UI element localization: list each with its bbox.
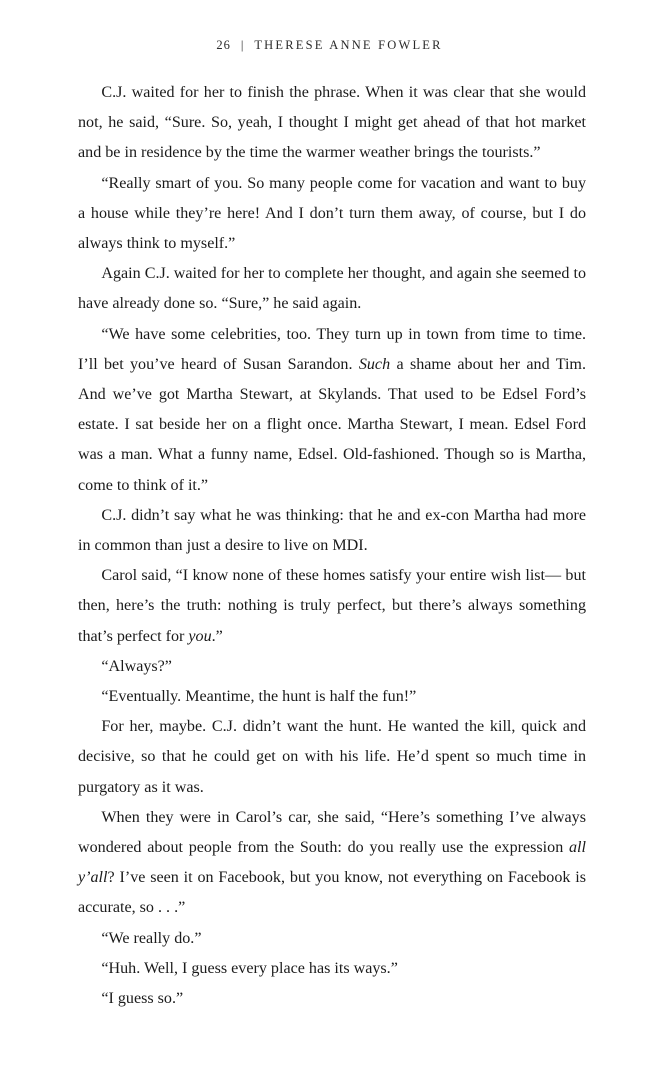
paragraph: C.J. waited for her to finish the phrase. When it was clear that she would not, he said, “Sure. So, yeah, I thought I might get ahead of that hot market and be in residence by the time the warmer weather brings the tourists.” xyxy=(78,84,586,162)
body-text xyxy=(78,78,586,1014)
paragraph: Carol said, “I know none of these homes satisfy your entire wish list— but then, here’s the truth: nothing is truly perfect, but there’s always something that’s perfect for you.” xyxy=(78,567,586,645)
paragraph: “We really do.” xyxy=(101,929,202,947)
paragraph: Again C.J. waited for her to complete her thought, and again she seemed to have already done so. “Sure,” he said again. xyxy=(78,265,586,313)
paragraph: “We have some celebrities, too. They turn up in town from time to time. I’ll bet you’ve heard of Susan Sarandon. Such a shame about her and Tim. And we’ve got Martha Stewart, at Skylands. That used to be Edsel Ford’s estate. I sat beside her on a flight once. Martha Stewart, I mean. Edsel Ford was a man. What a funny name, Edsel. Old-fashioned. Though so is Martha, come to think of it.” xyxy=(78,325,586,494)
paragraph: When they were in Carol’s car, she said, “Here’s something I’ve always wondered about people from the South: do you really use the expression all y’all? I’ve seen it on Facebook, but you know, not everything on Facebook is accurate, so . . .” xyxy=(78,808,586,917)
paragraph: For her, maybe. C.J. didn’t want the hunt. He wanted the kill, quick and decisive, so that he could get on with his life. He’d spent so much time in purgatory as it was. xyxy=(78,718,586,796)
page-number: 26 xyxy=(216,38,231,52)
paragraph: “I guess so.” xyxy=(101,990,184,1008)
running-head xyxy=(0,38,659,53)
running-head-separator: | xyxy=(240,38,246,52)
paragraph: “Always?” xyxy=(101,657,172,675)
author-name: THERESE ANNE FOWLER xyxy=(254,38,443,52)
paragraph: “Eventually. Meantime, the hunt is half the fun!” xyxy=(101,688,417,706)
paragraph: C.J. didn’t say what he was thinking: that he and ex-con Martha had more in common than just a desire to live on MDI. xyxy=(78,506,586,555)
paragraph: “Huh. Well, I guess every place has its ways.” xyxy=(101,959,398,977)
paragraph: “Really smart of you. So many people come for vacation and want to buy a house while they’re here! And I don’t turn them away, of course, but I do always think to myself.” xyxy=(78,174,586,253)
